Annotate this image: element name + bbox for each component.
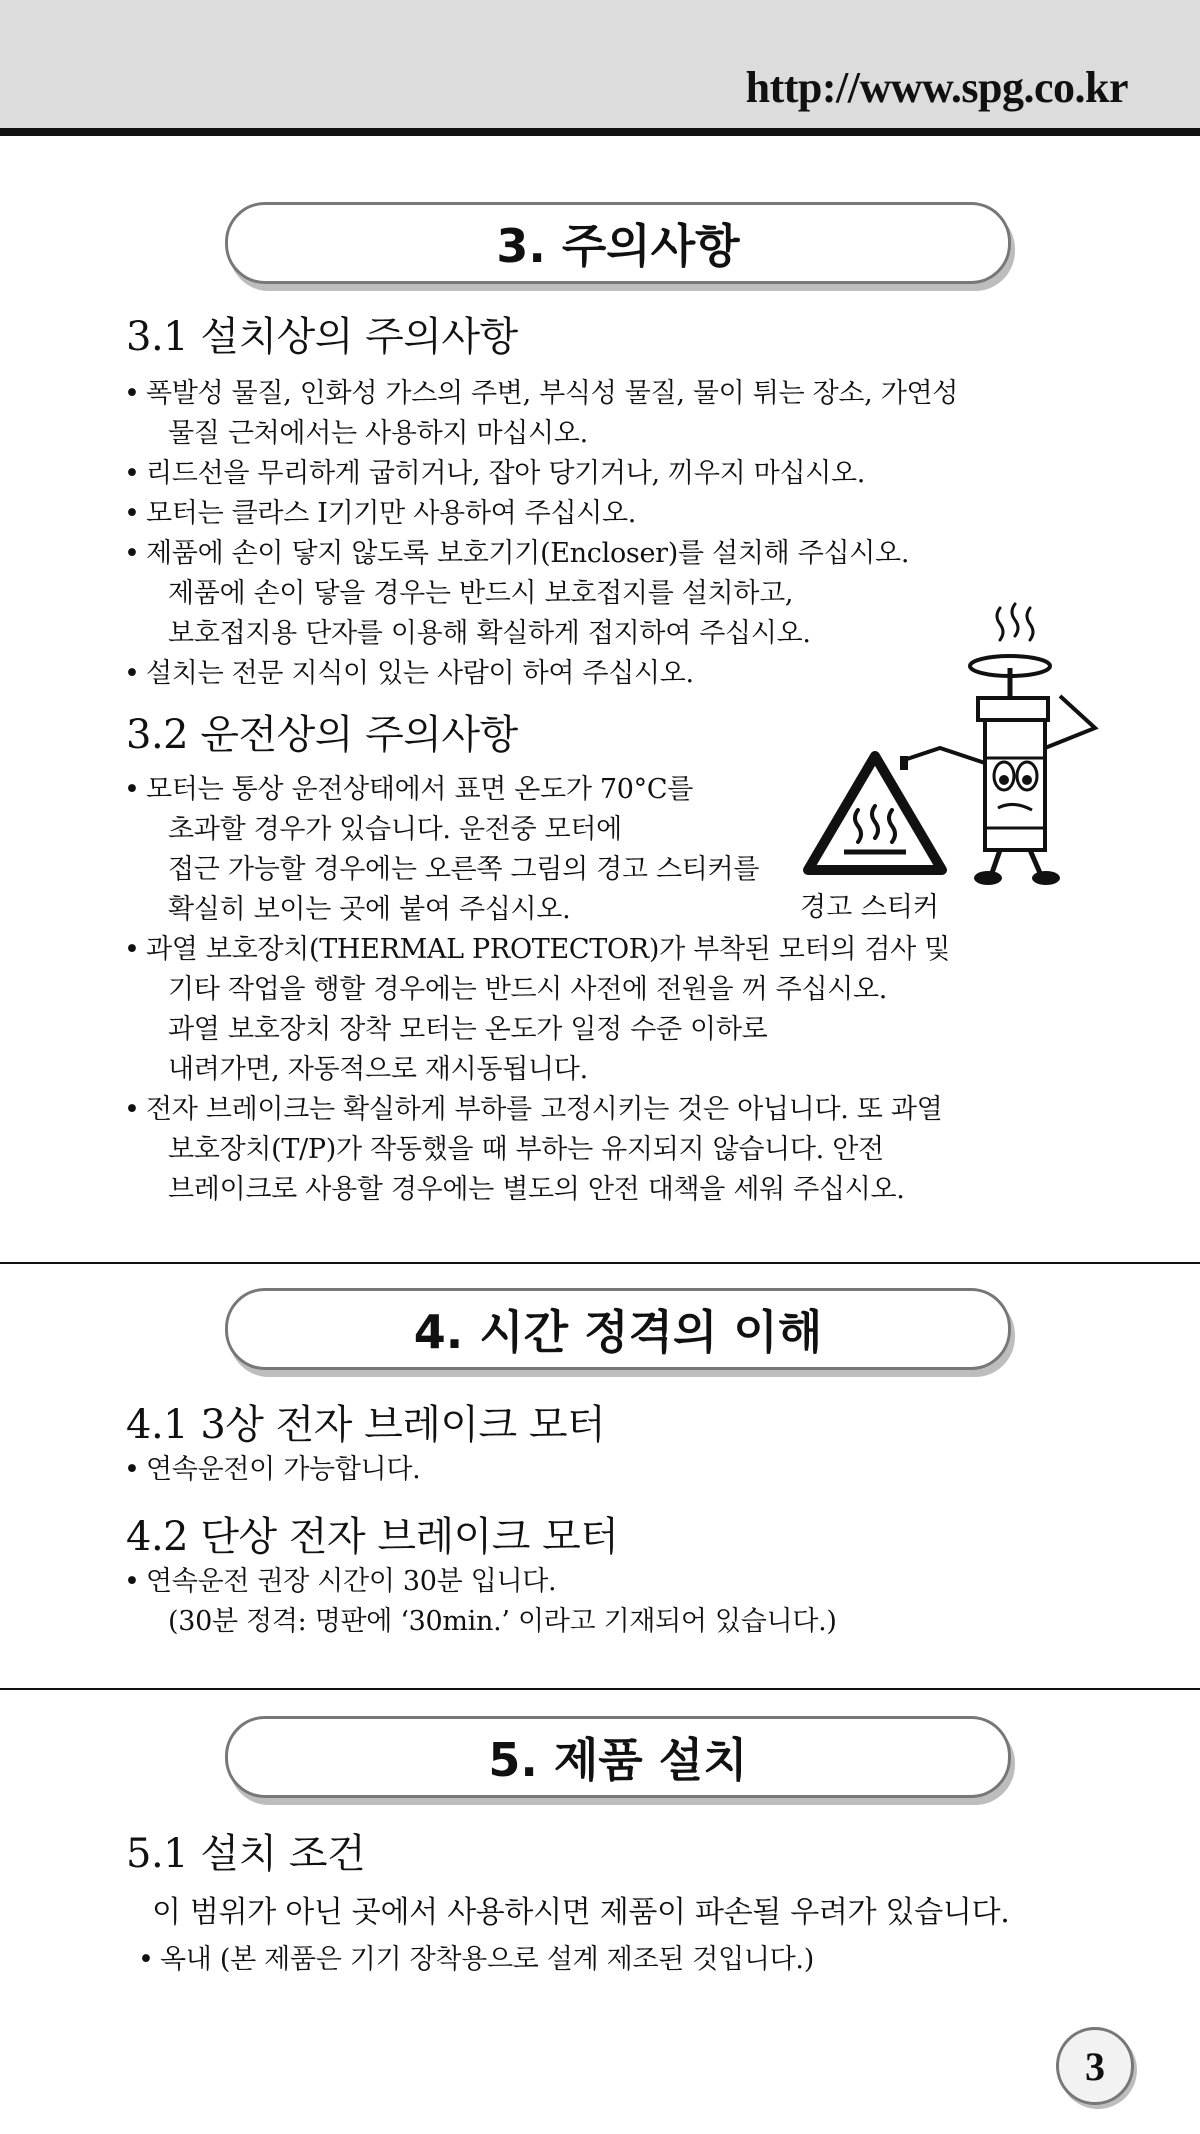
- section-4-banner: [225, 1288, 1011, 1370]
- subsection-5-1-title: 5.1 설치 조건: [126, 1831, 366, 1877]
- bullet-dot: •: [124, 774, 140, 805]
- overheated-motor-mascot-icon: [900, 598, 1110, 888]
- bullet-item: [124, 654, 958, 694]
- section-divider: [0, 1262, 1200, 1264]
- bullet-item: [124, 534, 958, 574]
- bullet-continuation: [146, 970, 950, 1010]
- bullet-continuation: [146, 1130, 950, 1170]
- bullet-dot: •: [124, 658, 140, 689]
- sticker-caption: 경고 스티커: [800, 892, 939, 923]
- subsection-3-2-title: 3.2 운전상의 주의사항: [126, 712, 518, 758]
- bullet-text: 과열 보호장치 장착 모터는 온도가 일정 수준 이하로: [168, 1014, 768, 1045]
- section-5-banner: [225, 1716, 1011, 1798]
- subsection-4-1-title: 4.1 3상 전자 브레이크 모터: [126, 1402, 606, 1448]
- bullet-text: 모터는 통상 운전상태에서 표면 온도가 70°C를: [146, 774, 694, 805]
- subsection-3-1-list: [124, 374, 959, 694]
- subsection-4-2-list: [124, 1562, 837, 1642]
- bullet-continuation: [146, 1602, 837, 1642]
- bullet-dot: •: [124, 498, 140, 529]
- bullet-continuation: [146, 574, 958, 614]
- bullet-text: 접근 가능할 경우에는 오른쪽 그림의 경고 스티커를: [168, 854, 760, 885]
- bullet-text: 모터는 클라스 I기기만 사용하여 주십시오.: [146, 498, 637, 529]
- bullet-item: [124, 454, 958, 494]
- subsection-4-1-list: [124, 1450, 421, 1490]
- section-4-title: 4. 시간 정격의 이해: [413, 1305, 823, 1359]
- bullet-text: 옥내 (본 제품은 기기 장착용으로 설계 제조된 것입니다.): [160, 1944, 814, 1975]
- bullet-dot: •: [124, 1094, 140, 1125]
- bullet-item: [124, 374, 959, 414]
- installation-intro: 이 범위가 아닌 곳에서 사용하시면 제품이 파손될 우려가 있습니다.: [152, 1895, 1010, 1930]
- bullet-text: 보호장치(T/P)가 작동했을 때 부하는 유지되지 않습니다. 안전: [168, 1134, 884, 1165]
- bullet-text: 제품에 손이 닿지 않도록 보호기기(Encloser)를 설치해 주십시오.: [146, 538, 910, 569]
- bullet-text: 설치는 전문 지식이 있는 사람이 하여 주십시오.: [146, 658, 694, 689]
- section-3-banner: [225, 202, 1011, 284]
- bullet-item: [124, 1450, 421, 1490]
- bullet-text: 폭발성 물질, 인화성 가스의 주변, 부식성 물질, 물이 튀는 장소, 가연성: [146, 378, 959, 409]
- bullet-text: 물질 근처에서는 사용하지 마십시오.: [168, 418, 588, 449]
- bullet-continuation: [146, 614, 958, 654]
- bullet-continuation: [146, 414, 958, 454]
- bullet-text: 제품에 손이 닿을 경우는 반드시 보호접지를 설치하고,: [168, 578, 794, 609]
- header-rule: [0, 128, 1200, 136]
- page-number: 3: [1056, 2027, 1134, 2105]
- bullet-text: 확실히 보이는 곳에 붙여 주십시오.: [168, 894, 571, 925]
- bullet-item: [124, 1090, 950, 1130]
- bullet-text: 브레이크로 사용할 경우에는 별도의 안전 대책을 세워 주십시오.: [168, 1174, 905, 1205]
- bullet-dot: •: [124, 378, 140, 409]
- bullet-dot: •: [124, 458, 140, 489]
- bullet-text: 초과할 경우가 있습니다. 운전중 모터에: [168, 814, 622, 845]
- bullet-dot: •: [124, 538, 140, 569]
- bullet-text: (30분 정격: 명판에 ‘30min.’ 이라고 기재되어 있습니다.): [168, 1606, 837, 1637]
- subsection-4-2-title: 4.2 단상 전자 브레이크 모터: [126, 1514, 619, 1560]
- bullet-text: 연속운전 권장 시간이 30분 입니다.: [146, 1566, 557, 1597]
- section-divider: [0, 1688, 1200, 1690]
- bullet-item: [124, 1562, 837, 1602]
- bullet-text: 연속운전이 가능합니다.: [146, 1454, 421, 1485]
- subsection-5-1-list: [138, 1940, 814, 1980]
- bullet-item: [124, 494, 958, 534]
- bullet-dot: •: [124, 1566, 140, 1597]
- bullet-dot: •: [124, 1454, 140, 1485]
- bullet-dot: •: [124, 934, 140, 965]
- bullet-text: 전자 브레이크는 확실하게 부하를 고정시키는 것은 아닙니다. 또 과열: [146, 1094, 943, 1125]
- bullet-continuation: [146, 1050, 950, 1090]
- website-url: http://www.spg.co.kr: [745, 63, 1128, 112]
- section-5-title: 5. 제품 설치: [488, 1733, 748, 1787]
- bullet-text: 내려가면, 자동적으로 재시동됩니다.: [168, 1054, 588, 1085]
- bullet-text: 기타 작업을 행할 경우에는 반드시 사전에 전원을 꺼 주십시오.: [168, 974, 888, 1005]
- bullet-item: [138, 1940, 814, 1980]
- subsection-3-1-title: 3.1 설치상의 주의사항: [126, 314, 518, 360]
- section-3-title: 3. 주의사항: [496, 219, 740, 273]
- bullet-item: [124, 930, 951, 970]
- bullet-dot: •: [138, 1944, 154, 1975]
- bullet-text: 보호접지용 단자를 이용해 확실하게 접지하여 주십시오.: [168, 618, 811, 649]
- bullet-continuation: [146, 1170, 950, 1210]
- bullet-continuation: [146, 1010, 950, 1050]
- bullet-text: 리드선을 무리하게 굽히거나, 잡아 당기거나, 끼우지 마십시오.: [146, 458, 866, 489]
- bullet-text: 과열 보호장치(THERMAL PROTECTOR)가 부착된 모터의 검사 및: [146, 934, 951, 965]
